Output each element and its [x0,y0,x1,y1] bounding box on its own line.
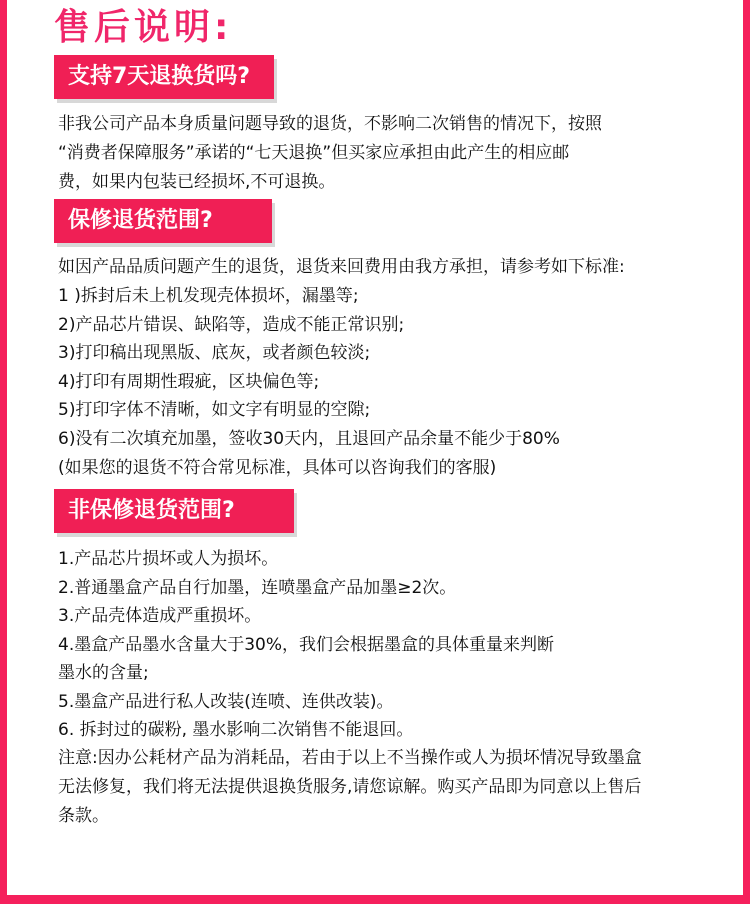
text-line: “消费者保障服务”承诺的“七天退换”但买家应承担由此产生的相应邮 [58,143,570,163]
text-line: 2)产品芯片错误、缺陷等，造成不能正常识别; [58,315,405,335]
text-line: 非我公司产品本身质量问题导致的退货，不影响二次销售的情况下，按照 [58,114,602,134]
page-title: 售后说明: [54,7,233,48]
text-line: 2.普通墨盒产品自行加墨，连喷墨盒产品加墨≥2次。 [58,578,457,598]
text-line: 6. 拆封过的碳粉, 墨水影响二次销售不能退回。 [58,720,414,740]
notice-line: 注意:因办公耗材产品为消耗品，若由于以上不当操作或人为损坏情况导致墨盒 [58,748,642,768]
text-line: 费，如果内包装已经损坏,不可退换。 [58,172,336,192]
text-line: 墨水的含量; [58,663,149,683]
text-line: 4.墨盒产品墨水含量大于30%，我们会根据墨盒的具体重量来判断 [58,635,555,655]
section-heading-non-warranty-scope: 非保修退货范围? [54,489,294,533]
text-line: 4)打印有周期性瑕疵，区块偏色等; [58,372,320,392]
text-line: 1.产品芯片损坏或人为损坏。 [58,549,279,569]
notice-line: 无法修复，我们将无法提供退换货服务,请您谅解。购买产品即为同意以上售后 [58,777,642,797]
text-line: 如因产品品质问题产生的退货，退货来回费用由我方承担，请参考如下标准: [58,257,625,277]
text-line: 3.产品壳体造成严重损坏。 [58,606,262,626]
text-line: 3)打印稿出现黑版、底灰，或者颜色较淡; [58,343,371,363]
text-line: (如果您的退货不符合常见标准，具体可以咨询我们的客服) [58,458,497,478]
text-line: 5)打印字体不清晰，如文字有明显的空隙; [58,400,371,420]
notice-line: 条款。 [58,806,109,826]
text-line: 1 )拆封后未上机发现壳体损坏，漏墨等; [58,286,359,306]
section-heading-warranty-scope: 保修退货范围? [54,199,272,243]
text-line: 6)没有二次填充加墨，签收30天内，且退回产品余量不能少于80% [58,429,560,449]
section-heading-7day-return: 支持7天退换货吗? [54,55,274,99]
text-line: 5.墨盒产品进行私人改装(连喷、连供改装)。 [58,692,394,712]
